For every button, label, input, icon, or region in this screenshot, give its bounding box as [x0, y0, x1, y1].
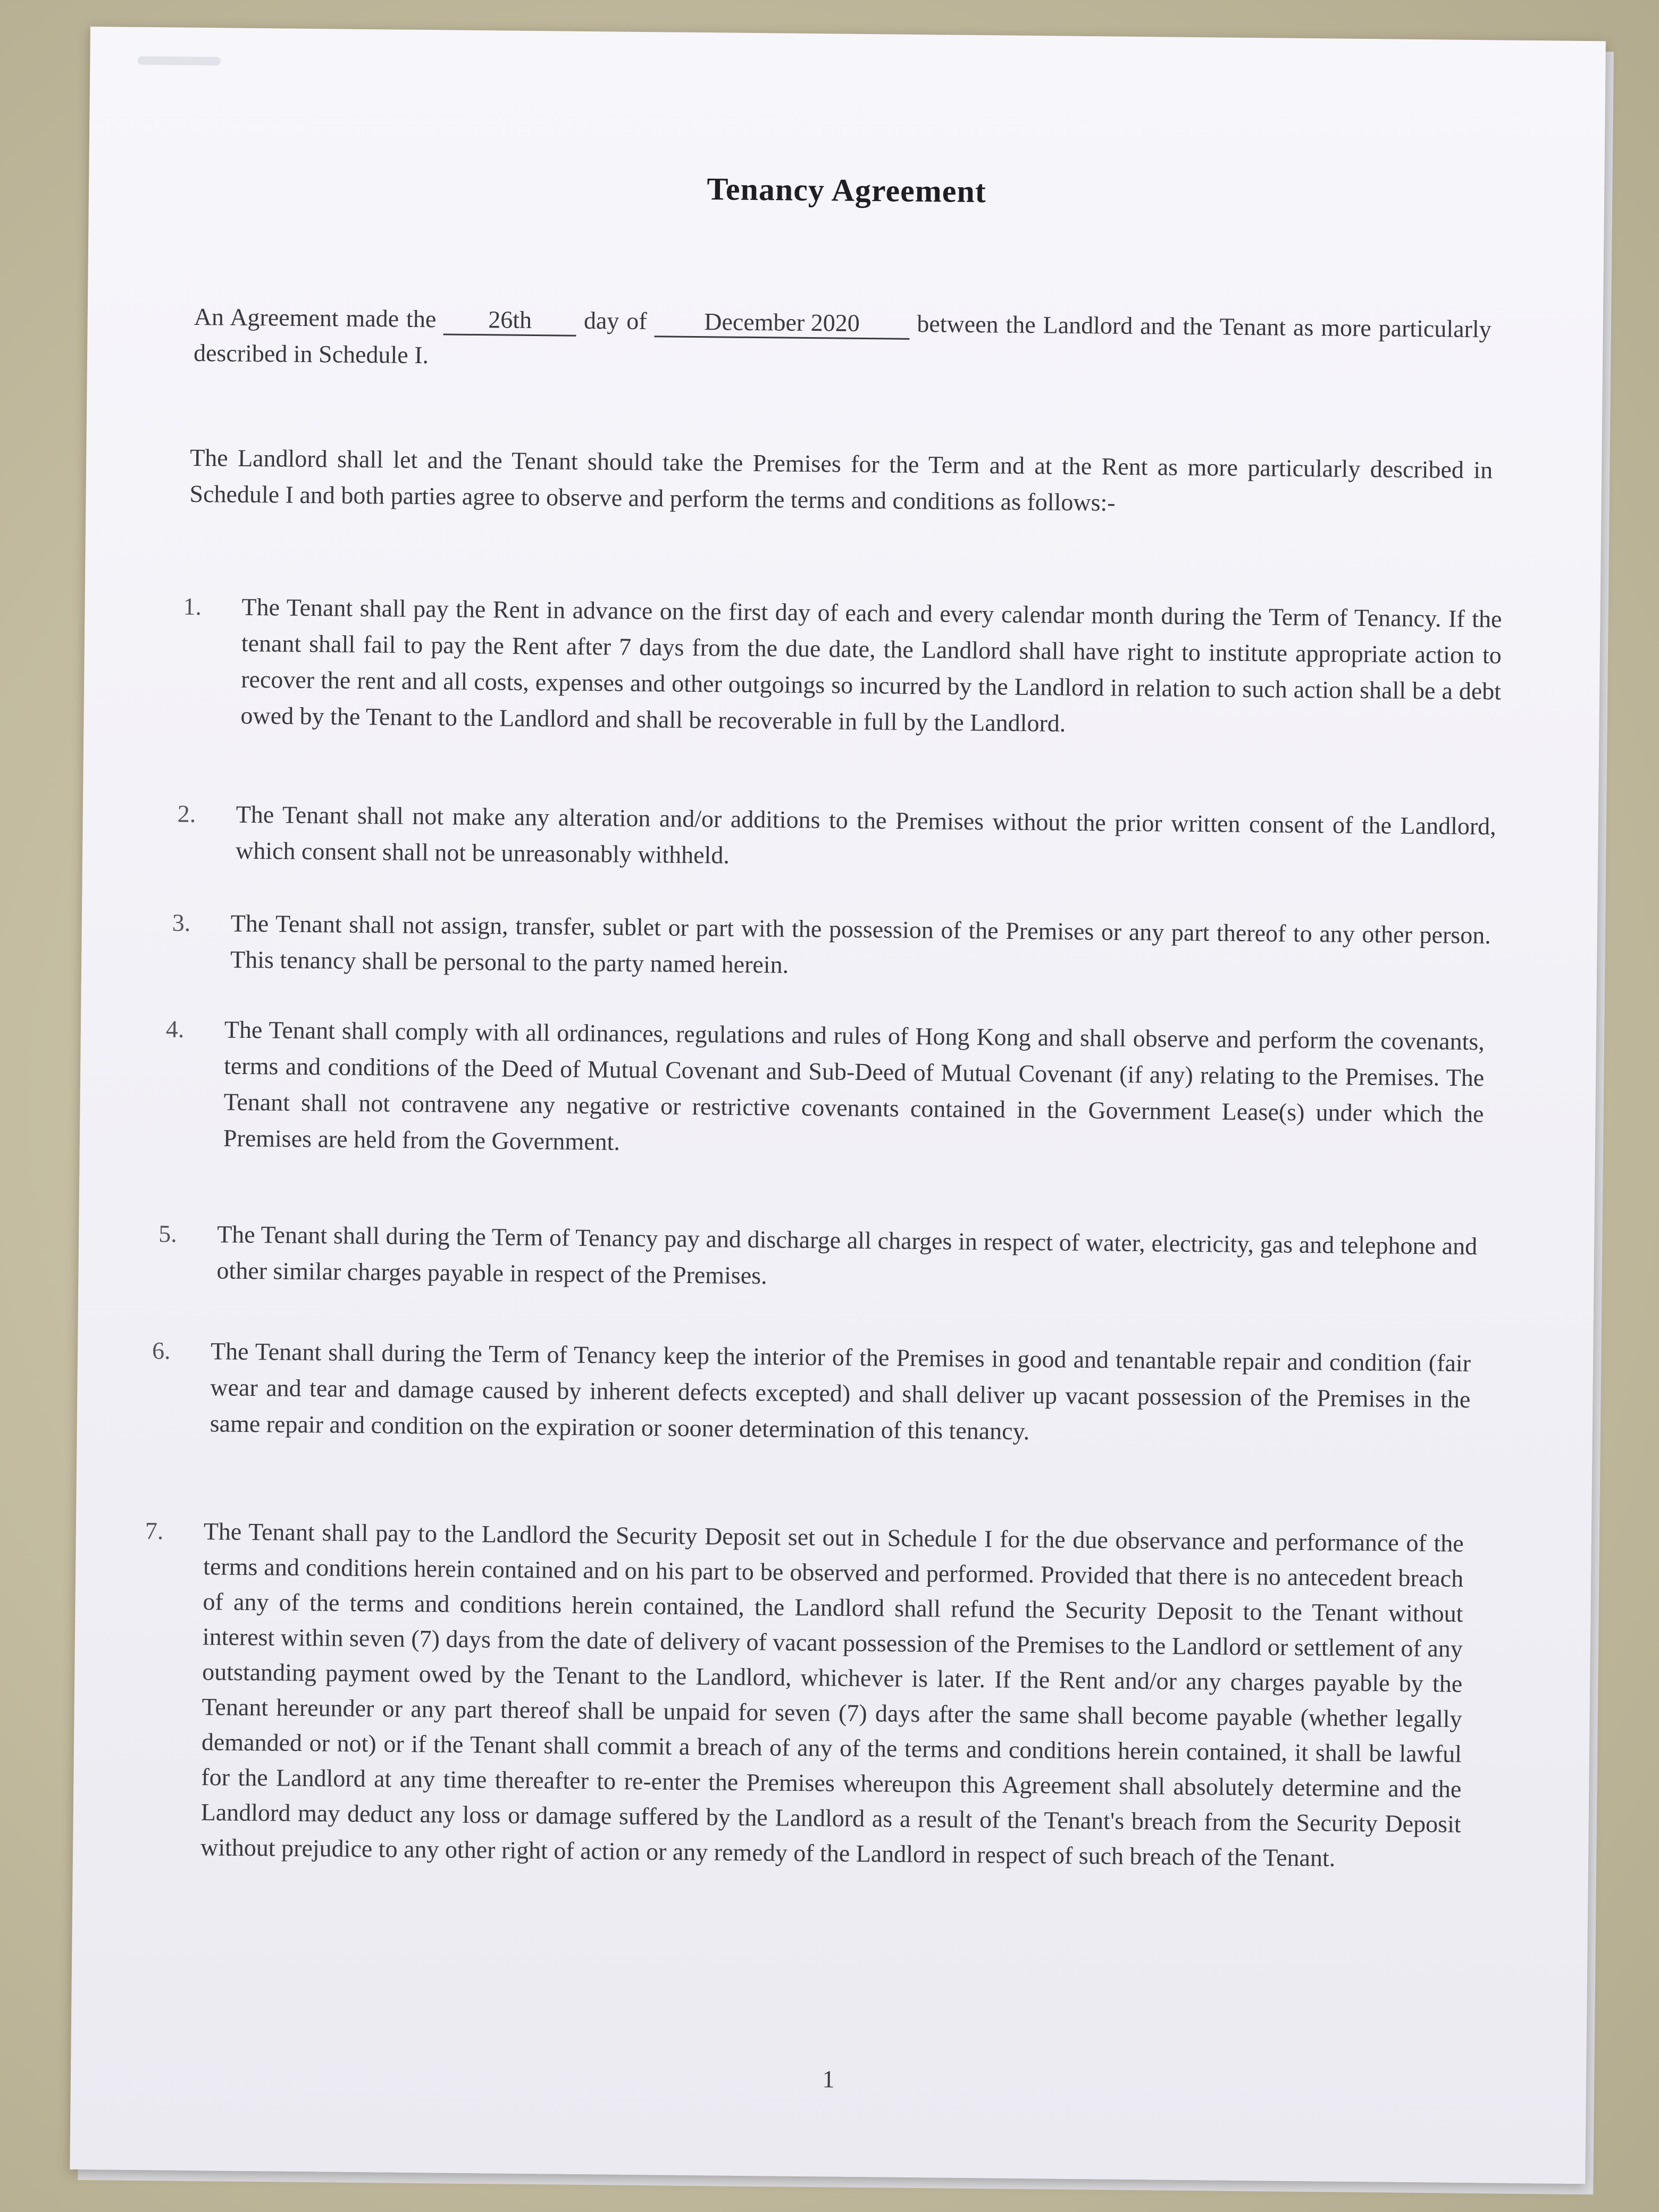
clause-number: 7. — [145, 1517, 164, 1545]
clause-number: 2. — [177, 800, 196, 827]
clause-text: The Tenant shall during the Term of Tenancy keep the interior of the Premises in good and tenantable repair and condition (fair wear and tear and damage caused by inherent defects excepted) and shall deliver up vacant possession of the Premises in the same repair and condition on the expiration or sooner determination of this tenancy. — [210, 1337, 1471, 1445]
clause-1 — [182, 589, 1502, 746]
clause-number: 6. — [152, 1337, 171, 1364]
clause-text: The Tenant shall comply with all ordinances, regulations and rules of Hong Kong and shall observe and perform the covenants, terms and conditions of the Deed of Mutual Covenant and Sub-Deed of Mutual Covenant (if any) relating to the Premises. The Tenant shall not contravene any negative or restrictive covenants contained in the Government Lease(s) under which the Premises are held from the Government. — [223, 1016, 1485, 1155]
clause-number: 5. — [158, 1220, 177, 1247]
clause-6 — [151, 1333, 1471, 1454]
paper-clip-mark — [138, 56, 220, 64]
day-field: 26th — [443, 305, 577, 336]
document-page — [70, 27, 1606, 2184]
clause-text: The Tenant shall pay to the Landlord the Security Deposit set out in Schedule I for the due observance and performance of the terms and conditions herein contained and on his part to be observed and performed. Provided that there is no antecedent breach of any of the terms and conditions herein contained, the Landlord shall refund the Security Deposit to the Tenant without interest within seven (7) days from the date of delivery of vacant possession of the Premises to the Landlord or settlement of any outstanding payment owed by the Tenant to the Landlord, whichever is later. If the Rent and/or any charges payable by the Tenant hereunder or any part thereof shall be unpaid for seven (7) days after the same shall become payable (whether legally demanded or not) or if the Tenant shall commit a breach of any of the terms and conditions herein contained, it shall be lawful for the Landlord at any time thereafter to re-enter the Premises whereupon this Agreement shall absolutely determine and the Landlord may deduct any loss or damage suffered by the Landlord as a result of the Tenant's breach from the Security Deposit without prejudice to any other right of action or any remedy of the Landlord in respect of such breach of the Tenant. — [200, 1518, 1464, 1872]
document-title: Tenancy Agreement — [707, 171, 987, 210]
intro-before-day: An Agreement made the — [194, 303, 444, 333]
clause-7 — [142, 1513, 1464, 1877]
clause-text: The Tenant shall pay the Rent in advance on the first day of each and every calendar month during the Term of Tenancy. If the tenant shall fail to pay the Rent after 7 days from the due date, the Landlord shall have right to institute appropriate action to recover the rent and all costs, expenses and other outgoings so incurred by the Landlord in relation to such action shall be a debt owed by the Tenant to the Landlord and shall be recoverable in full by the Landlord. — [240, 593, 1502, 737]
page-number: 1 — [822, 2065, 835, 2093]
clause-2 — [177, 796, 1496, 881]
clause-text: The Tenant shall not make any alteration and/or additions to the Premises without the prior written consent of the Landlord, which consent shall not be unreasonably withheld. — [235, 800, 1496, 869]
clause-3 — [172, 905, 1491, 990]
clause-number: 1. — [183, 592, 202, 621]
intro-paragraph — [194, 299, 1492, 383]
clause-number: 4. — [165, 1015, 185, 1043]
clause-text: The Tenant shall during the Term of Tenancy pay and discharge all charges in respect of water, electricity, gas and telephone and other similar charges payable in respect of the Premises. — [216, 1220, 1478, 1289]
clause-text: The Tenant shall not assign, transfer, sublet or part with the possession of the Premises or any part thereof to any other person. This tenancy shall be personal to the party named herein. — [230, 909, 1491, 978]
clause-number: 3. — [172, 909, 191, 936]
month-year-field: December 2020 — [654, 307, 910, 340]
intro-after-month: between the Landlord and the Tenant as more particularly described in Schedule I. — [193, 309, 1492, 369]
clause-4 — [165, 1011, 1485, 1168]
recital-paragraph: The Landlord shall let and the Tenant should take the Premises for the Term and at the Rent as more particularly described in Schedule I and both parties agree to observe and perform the terms and conditions as follows:- — [189, 443, 1493, 516]
intro-between: day of — [576, 306, 655, 335]
clause-5 — [158, 1216, 1477, 1301]
